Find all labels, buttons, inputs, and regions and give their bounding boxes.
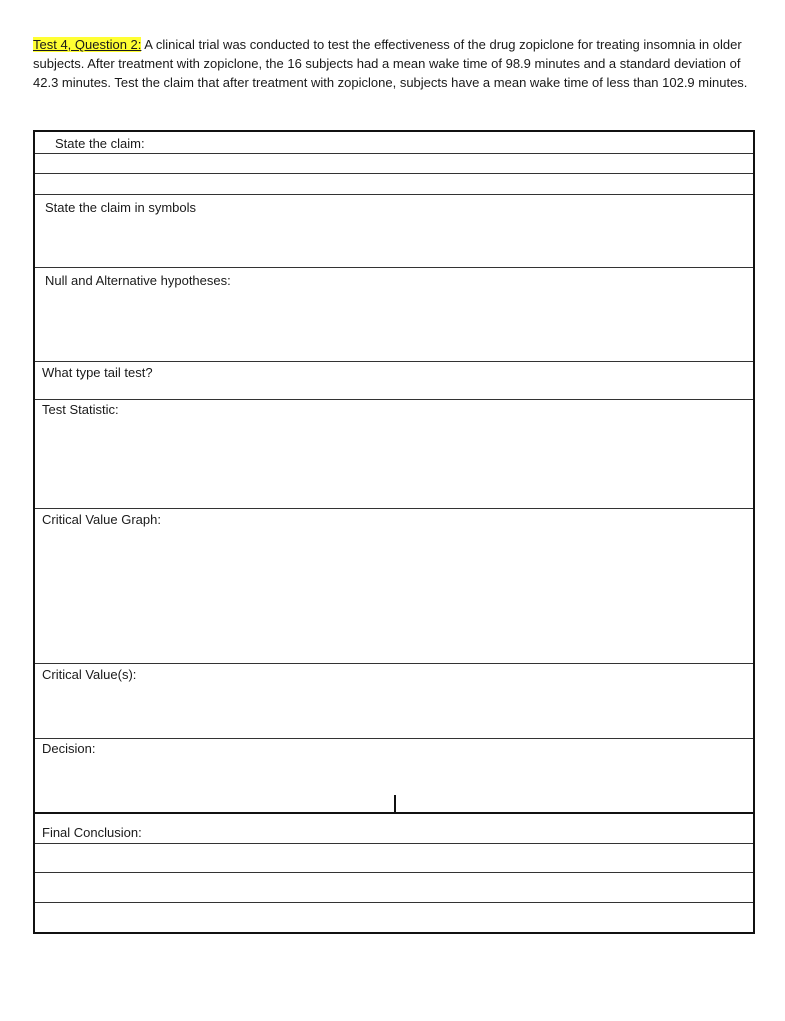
tail-test-row[interactable] [35,362,753,400]
critical-value-graph-label: Critical Value Graph: [42,512,161,527]
state-claim-line-1[interactable] [35,154,753,174]
state-claim-line-2[interactable] [35,174,753,195]
test-statistic-label: Test Statistic: [42,402,119,417]
state-claim-label: State the claim: [55,136,145,151]
answer-form [33,130,755,934]
hypotheses-label: Null and Alternative hypotheses: [45,273,231,288]
critical-values-label: Critical Value(s): [42,667,137,682]
test-statistic-row[interactable] [35,400,753,509]
question-body: A clinical trial was conducted to test the effectiveness of the drug zopiclone for treating insomnia in older subjects. After treatment with zopiclone, the 16 subjects had a mean wake time of 98.9 minutes and a standard deviation of 42.3 minutes. Test the claim that after treatment with zopiclone, subjects have a mean wake time of less than 102.9 minutes. [33,37,748,90]
state-claim-row[interactable] [35,132,753,154]
hypotheses-row[interactable] [35,268,753,362]
text-cursor-icon [394,795,396,814]
claim-symbols-row[interactable] [35,195,753,268]
final-conclusion-label: Final Conclusion: [42,825,142,840]
tail-test-label: What type tail test? [42,365,153,380]
claim-symbols-label: State the claim in symbols [45,200,197,215]
question-heading: Test 4, Question 2: [33,37,142,52]
decision-label: Decision: [42,741,96,756]
final-conclusion-row[interactable] [35,814,753,844]
question-text [33,35,758,92]
final-conclusion-line-2[interactable] [35,873,753,903]
decision-row[interactable] [35,739,753,814]
critical-values-row[interactable] [35,664,753,739]
final-conclusion-line-1[interactable] [35,844,753,873]
critical-value-graph-row[interactable] [35,509,753,664]
final-conclusion-line-3[interactable] [35,903,753,932]
